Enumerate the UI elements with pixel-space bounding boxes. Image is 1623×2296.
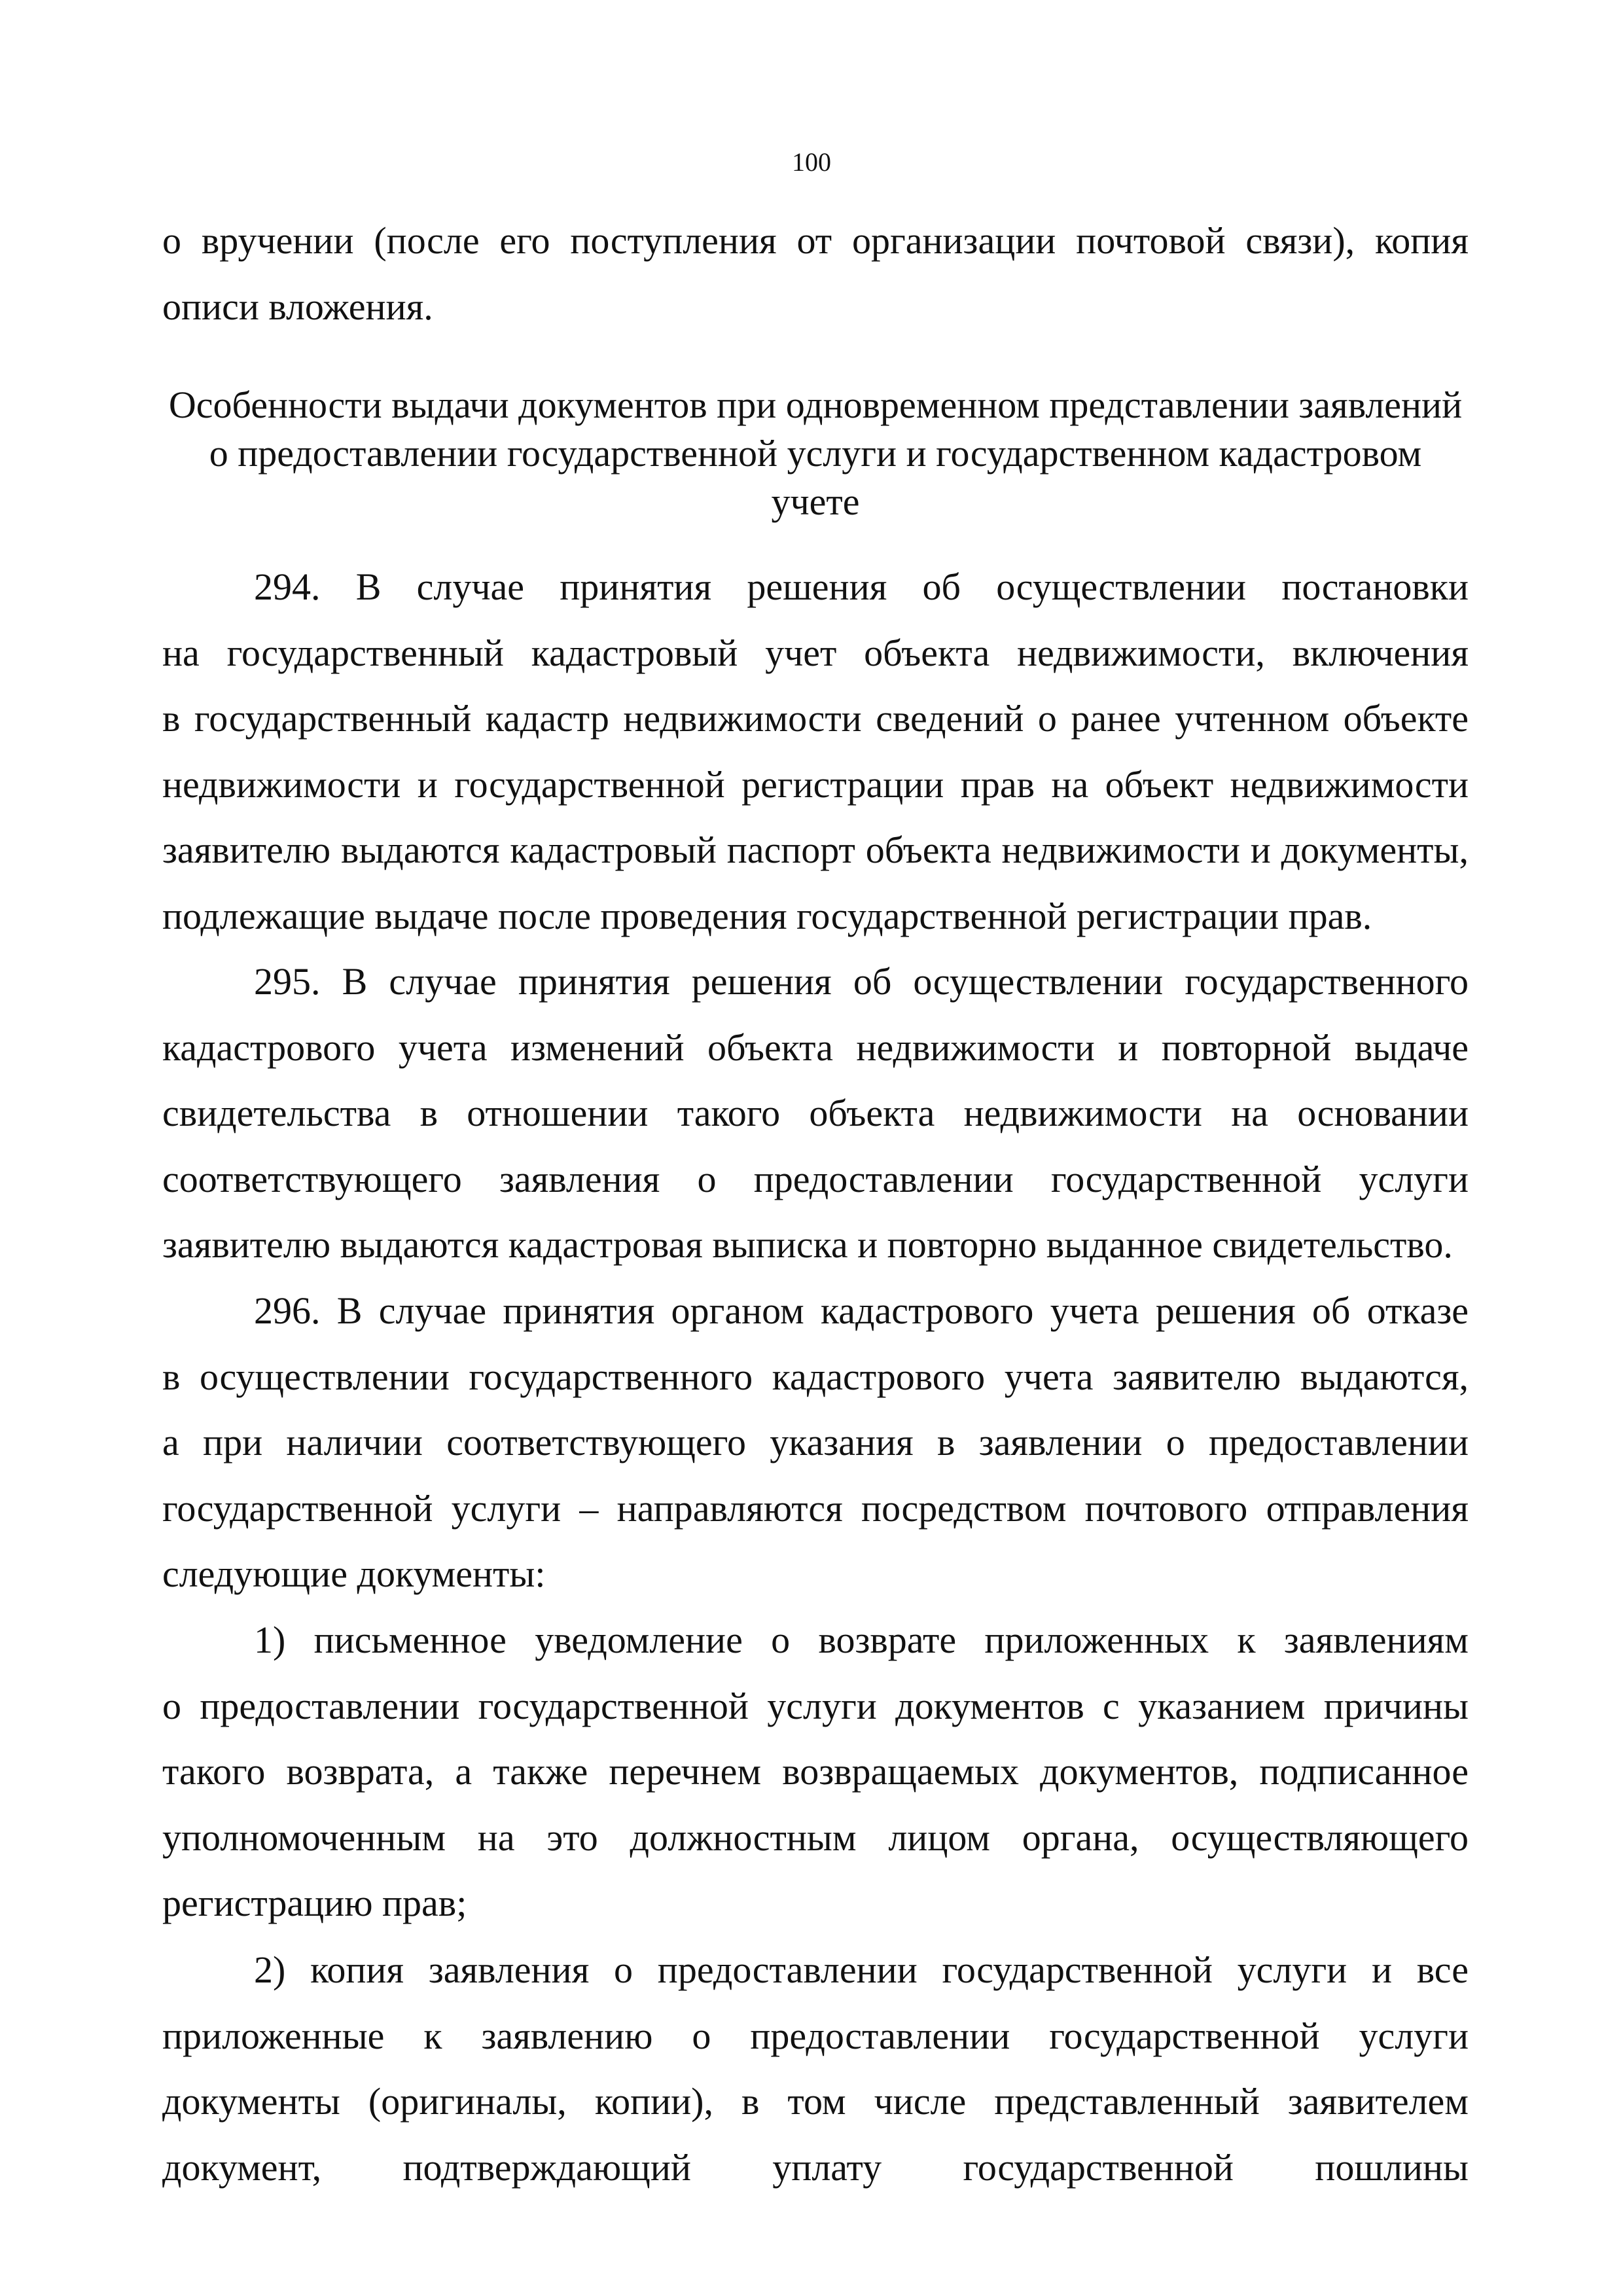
paragraph-294 <box>162 554 1469 949</box>
text-line: недвижимости и государственной регистрации прав на объект недвижимости <box>162 762 1469 806</box>
text-line: 295. В случае принятия решения об осуществлении государственного <box>254 960 1469 1003</box>
text-line: кадастрового учета изменений объекта недвижимости и повторной выдаче <box>162 1026 1469 1069</box>
text-line: 2) копия заявления о предоставлении государственной услуги и все <box>254 1948 1469 1991</box>
heading-line: Особенности выдачи документов при одновременном представлении заявлений <box>168 384 1463 426</box>
paragraph-295 <box>162 949 1469 1278</box>
list-item-1 <box>162 1607 1469 1937</box>
page-number: 100 <box>792 147 831 177</box>
text-line: описи вложения. <box>162 285 433 328</box>
text-line: государственной услуги – направляются посредством почтового отправления <box>162 1486 1469 1530</box>
text-line: о вручении (после его поступления от организации почтовой связи), копия <box>162 219 1469 262</box>
text-line: такого возврата, а также перечнем возвращаемых документов, подписанное <box>162 1750 1469 1793</box>
text-line: соответствующего заявления о предоставлении государственной услуги <box>162 1157 1469 1200</box>
text-line: подлежащие выдаче после проведения государственной регистрации прав. <box>162 894 1372 937</box>
text-line: заявителю выдаются кадастровая выписка и повторно выданное свидетельство. <box>162 1223 1453 1266</box>
heading-line: о предоставлении государственной услуги и государственном кадастровом <box>209 432 1422 475</box>
text-line: в осуществлении государственного кадастрового учета заявителю выдаются, <box>162 1355 1469 1398</box>
text-line: документы (оригиналы, копии), в том числе представленный заявителем <box>162 2080 1469 2123</box>
text-line: уполномоченным на это должностным лицом органа, осуществляющего <box>162 1816 1469 1859</box>
section-heading <box>162 381 1469 526</box>
intro-paragraph <box>162 208 1469 340</box>
text-line: следующие документы: <box>162 1552 546 1595</box>
text-line: в государственный кадастр недвижимости сведений о ранее учтенном объекте <box>162 697 1469 740</box>
text-line: а при наличии соответствующего указания в заявлении о предоставлении <box>162 1421 1469 1463</box>
text-line: о предоставлении государственной услуги документов с указанием причины <box>162 1684 1469 1727</box>
text-line: 1) письменное уведомление о возврате приложенных к заявлениям <box>254 1619 1469 1661</box>
text-line: свидетельства в отношении такого объекта недвижимости на основании <box>162 1092 1469 1134</box>
heading-line: учете <box>771 480 860 523</box>
text-line: на государственный кадастровый учет объекта недвижимости, включения <box>162 631 1469 674</box>
text-line: регистрацию прав; <box>162 1882 467 1924</box>
text-line: заявителю выдаются кадастровый паспорт объекта недвижимости и документы, <box>162 829 1469 871</box>
text-line: 294. В случае принятия решения об осуществлении постановки <box>254 565 1469 608</box>
text-line: 296. В случае принятия органом кадастрового учета решения об отказе <box>254 1289 1469 1332</box>
paragraph-296 <box>162 1278 1469 1607</box>
list-item-2 <box>162 1937 1469 2200</box>
text-line: приложенные к заявлению о предоставлении государственной услуги <box>162 2014 1469 2057</box>
text-line: документ, подтверждающий уплату государственной пошлины <box>162 2145 1469 2189</box>
